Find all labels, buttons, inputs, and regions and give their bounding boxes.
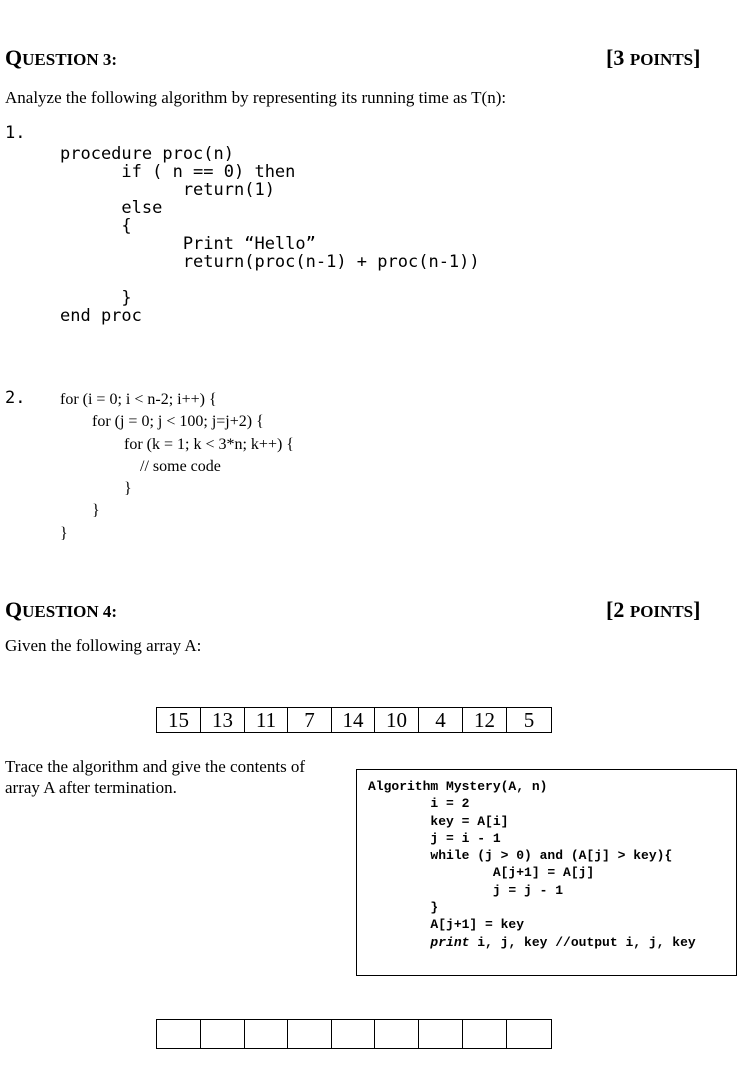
- points-suffix: ]: [693, 45, 701, 70]
- item-2-code-line: for (i = 0; i < n-2; i++) {: [60, 391, 217, 408]
- algorithm-line: i = 2: [368, 796, 470, 812]
- question-4-intro: Given the following array A:: [5, 636, 202, 655]
- question-4-title: [5, 597, 117, 623]
- algorithm-line: j = j - 1: [368, 882, 564, 898]
- answer-cell[interactable]: [463, 1020, 507, 1048]
- algorithm-code: [368, 778, 696, 951]
- answer-cell[interactable]: [332, 1020, 375, 1048]
- question-3-title: [5, 45, 117, 71]
- algorithm-line: A[j+1] = A[j]: [368, 865, 595, 881]
- question-3-points: [606, 45, 700, 71]
- item-1-code-line: [60, 271, 480, 289]
- array-cell: 5: [523, 707, 535, 732]
- answer-cell[interactable]: [288, 1020, 332, 1048]
- algorithm-line: print i, j, key //output i, j, key: [430, 934, 696, 950]
- item-1-code-line: procedure proc(n): [60, 144, 234, 164]
- points-suffix: ]: [693, 597, 701, 622]
- answer-cell[interactable]: [245, 1020, 288, 1048]
- array-cell: 13: [201, 708, 245, 732]
- algorithm-line: }: [368, 900, 439, 916]
- item-2-code-line: for (j = 0; j < 100; j=j+2) {: [60, 413, 264, 431]
- algorithm-line: A[j+1] = key: [368, 917, 525, 933]
- trace-instruction-line-1: Trace the algorithm and give the contents of: [5, 757, 306, 776]
- item-1-code-line: return(proc(n-1) + proc(n-1)): [60, 252, 480, 272]
- item-1-code-line: }: [60, 288, 132, 308]
- question-4-points: [606, 597, 700, 623]
- trace-instruction-line-2: array A after termination.: [5, 778, 177, 797]
- item-1-code-line: if ( n == 0) then: [60, 162, 296, 182]
- item-1-code-line: else: [60, 198, 163, 218]
- item-1-code-line: {: [60, 216, 132, 236]
- item-2-code-line: }: [60, 502, 100, 520]
- item-2-code: [60, 389, 294, 545]
- points-prefix: [3: [606, 45, 630, 70]
- item-2-code-line: }: [60, 480, 132, 498]
- algorithm-line: j = i - 1: [368, 830, 501, 846]
- item-1-code-line: end proc: [60, 306, 142, 326]
- algorithm-line: while (j > 0) and (A[j] > key){: [368, 848, 673, 864]
- item-2-code-line: // some code: [60, 457, 221, 475]
- title-initial: Q: [5, 45, 23, 70]
- array-cell: 11: [245, 708, 288, 732]
- array-cell: 4: [419, 708, 463, 732]
- title-rest: UESTION 4:: [22, 602, 118, 621]
- question-3-intro: Analyze the following algorithm by representing its running time as T(n):: [5, 88, 507, 107]
- answer-cell[interactable]: [201, 1020, 245, 1048]
- points-word: POINTS: [629, 602, 694, 621]
- answer-array: [156, 1019, 552, 1049]
- points-prefix: [2: [606, 597, 630, 622]
- answer-cell[interactable]: [507, 1020, 551, 1048]
- algorithm-box: [356, 769, 737, 976]
- array-cell: 12: [463, 708, 507, 732]
- array-cell: 15: [157, 708, 201, 732]
- item-2-code-line: }: [60, 524, 68, 542]
- algorithm-line: key = A[i]: [368, 813, 509, 829]
- title-rest: UESTION 3:: [22, 50, 118, 69]
- item-2-label: 2.: [5, 388, 26, 408]
- answer-cell[interactable]: [157, 1020, 201, 1048]
- title-initial: Q: [5, 597, 23, 622]
- answer-cell[interactable]: [375, 1020, 419, 1048]
- answer-cell[interactable]: [419, 1020, 463, 1048]
- item-1-label: 1.: [5, 123, 26, 143]
- item-1-code: [60, 145, 480, 325]
- points-word: POINTS: [629, 50, 694, 69]
- array-cell: 14: [332, 708, 375, 732]
- array-a: [156, 707, 552, 733]
- item-1-code-line: return(1): [60, 180, 275, 200]
- item-1-code-line: Print “Hello”: [60, 234, 316, 254]
- array-cell: 7: [288, 708, 332, 732]
- item-2-code-line: for (k = 1; k < 3*n; k++) {: [60, 435, 294, 453]
- array-cell: 10: [375, 708, 419, 732]
- algorithm-line: Algorithm Mystery(A, n): [368, 779, 548, 794]
